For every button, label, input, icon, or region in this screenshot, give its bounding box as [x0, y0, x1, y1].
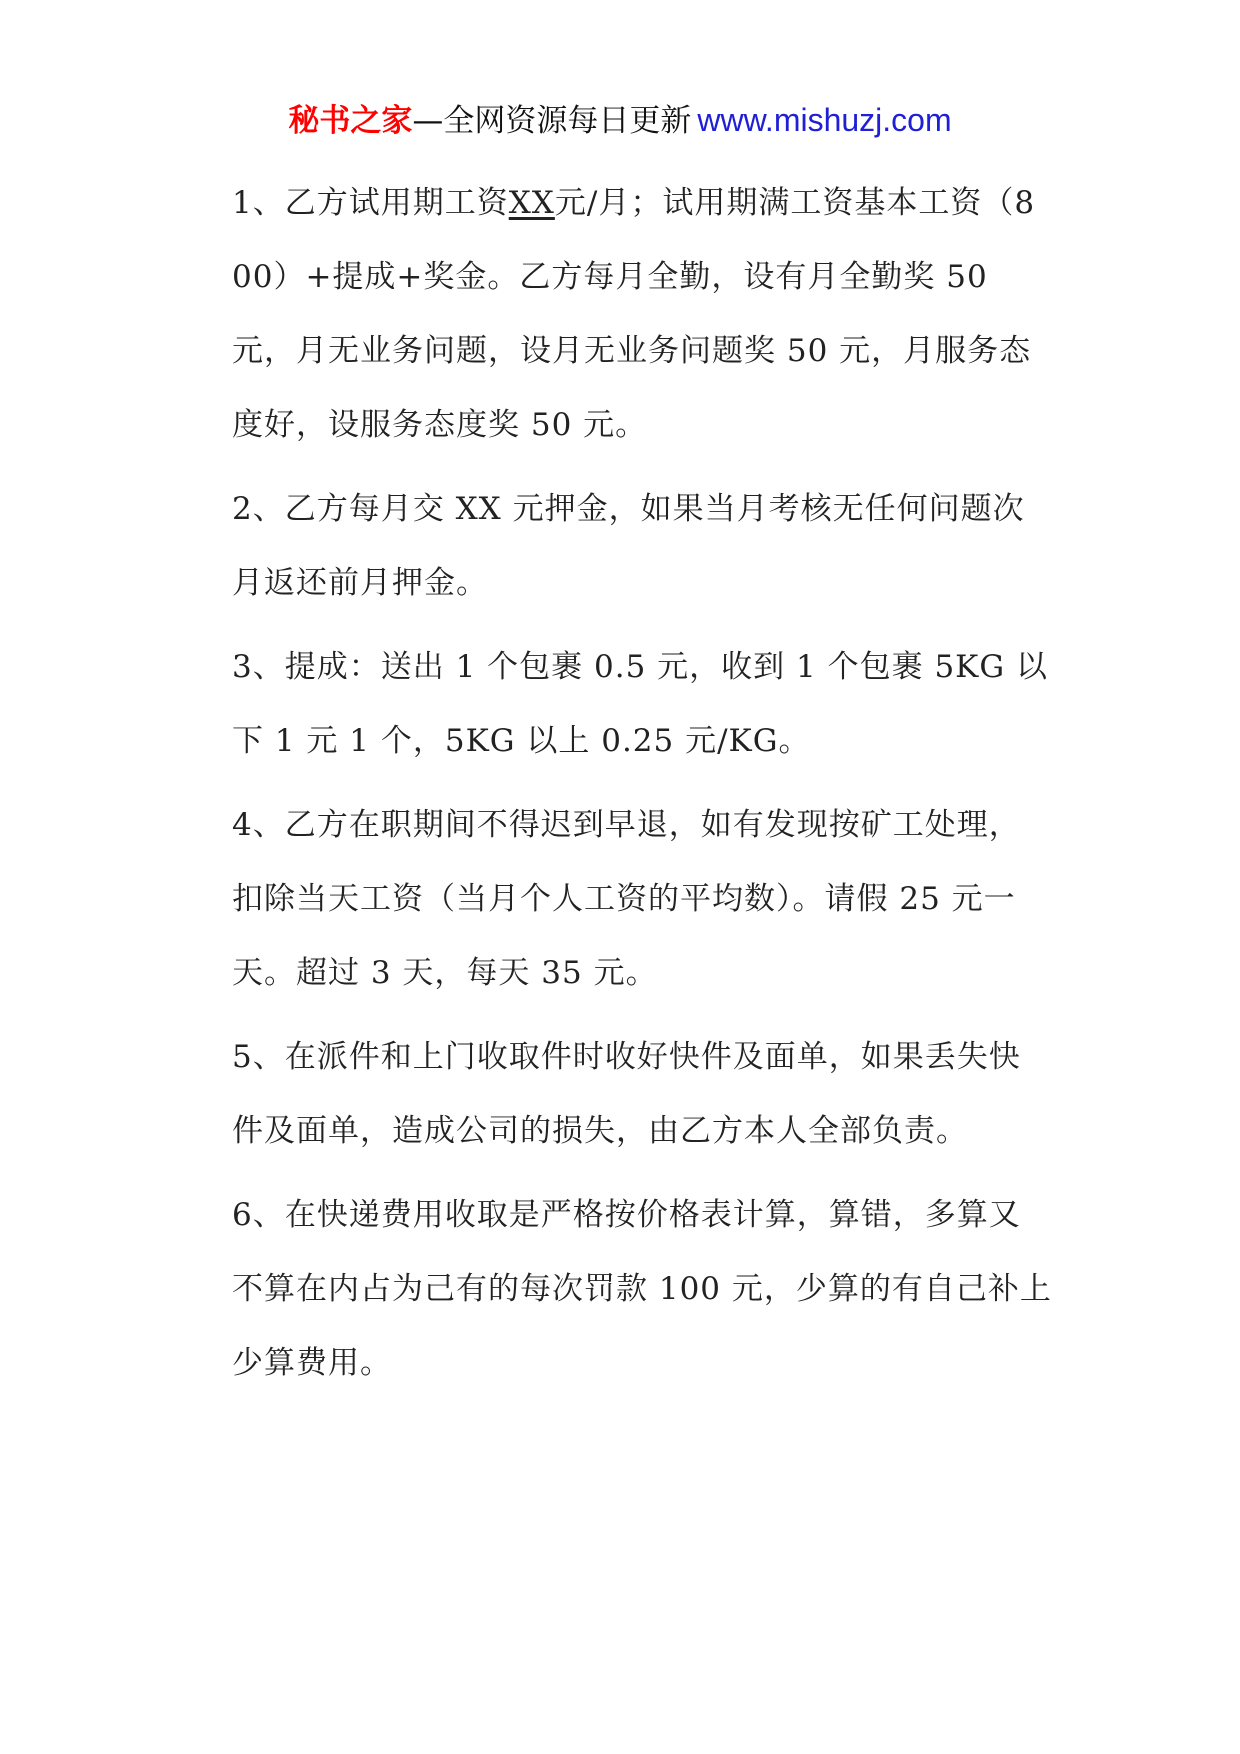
brand-name: 秘书之家: [288, 103, 413, 139]
clause-2: 2、乙方每月交 XX 元押金，如果当月考核无任何问题次月返还前月押金。: [232, 491, 1025, 601]
clause-1: [232, 166, 1052, 462]
clause-1-text-end: 元/月；试用期满工资基本工资（800）+提成+奖金。乙方每月全勤，设有月全勤奖 50 元，月无业务问题，设月无业务问题奖 50 元，月服务态度好，设服务态度奖 50 元。: [232, 185, 1036, 443]
clause-6: 6、在快递费用收取是严格按价格表计算，算错，多算又不算在内占为己有的每次罚款 100 元，少算的有自己补上少算费用。: [232, 1197, 1052, 1381]
header-tagline: —全网资源每日更新: [412, 103, 692, 139]
clause-3: 3、提成：送出 1 个包裹 0.5 元，收到 1 个包裹 5KG 以下 1 元 1 个，5KG 以上 0.25 元/KG。: [232, 649, 1048, 759]
clause-1-text-start: 1、乙方试用期工资: [232, 185, 509, 221]
clause-5: 5、在派件和上门收取件时收好快件及面单，如果丢失快件及面单，造成公司的损失，由乙方本人全部负责。: [232, 1039, 1021, 1149]
page-header: [0, 98, 1240, 143]
document-body: [232, 166, 1052, 1410]
clause-4: 4、乙方在职期间不得迟到早退，如有发现按矿工处理，扣除当天工资（当月个人工资的平均数）。请假 25 元一天。超过 3 天，每天 35 元。: [232, 807, 1021, 991]
clause-1-underlined-amount: XX: [508, 185, 555, 221]
header-url[interactable]: www.mishuzj.com: [697, 102, 952, 138]
